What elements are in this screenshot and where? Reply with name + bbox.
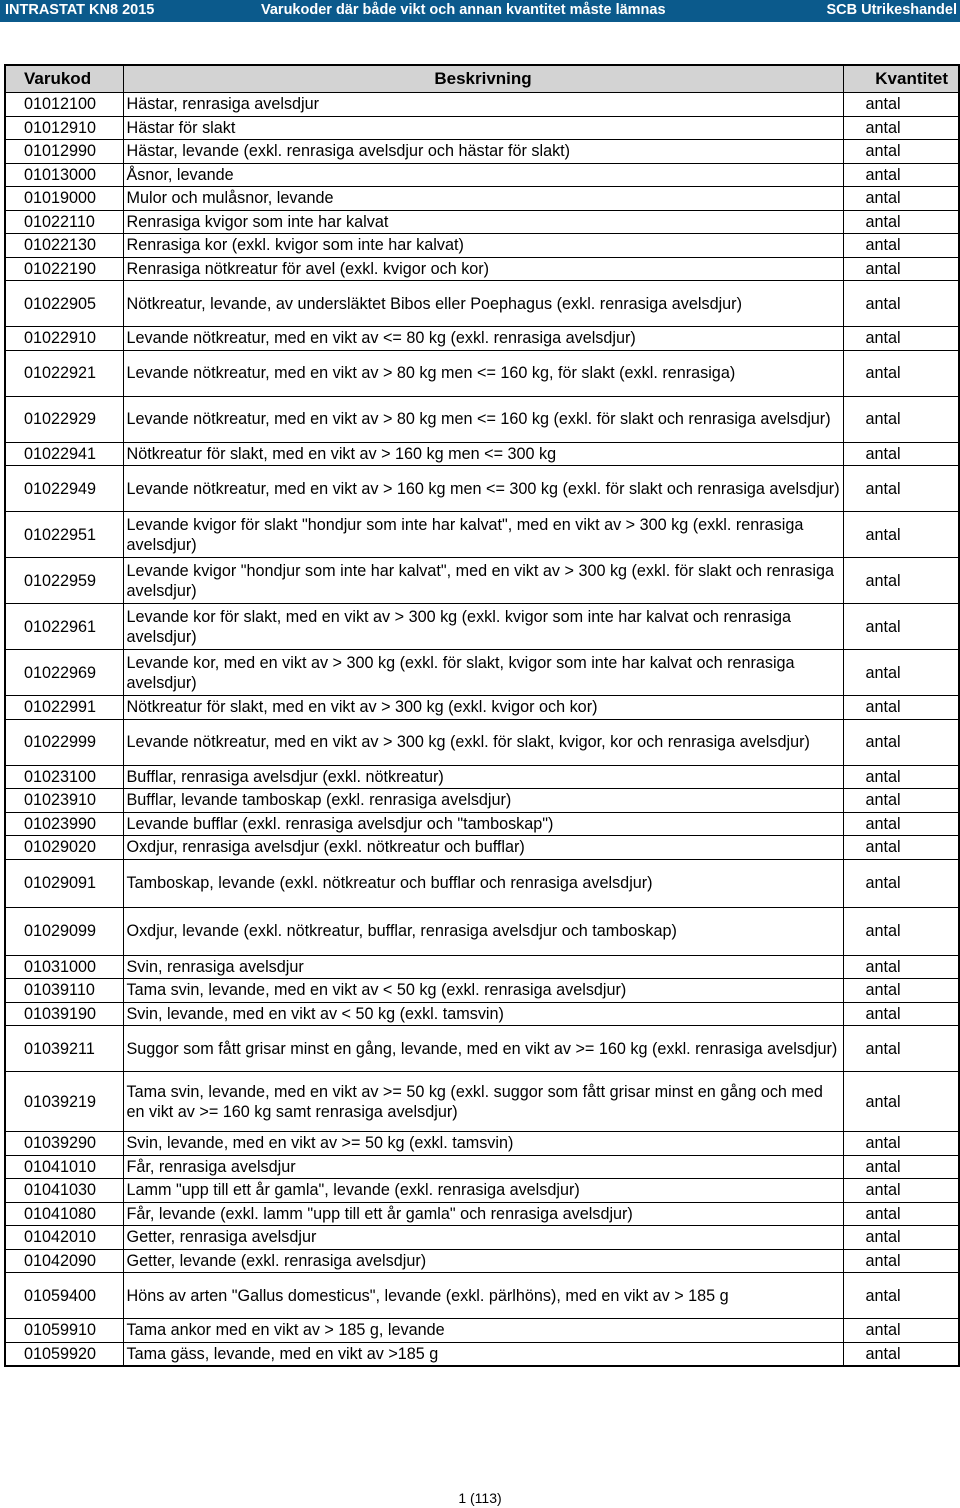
quantity-cell: antal [843, 836, 959, 860]
code-cell: 01012910 [5, 116, 123, 140]
quantity-cell: antal [843, 257, 959, 281]
table-row [5, 396, 959, 442]
description-cell: Renrasiga kvigor som inte har kalvat [123, 210, 843, 234]
code-cell: 01039110 [5, 979, 123, 1003]
quantity-cell: antal [843, 1179, 959, 1203]
table-row [5, 1273, 959, 1319]
table-row [5, 350, 959, 396]
table-row [5, 187, 959, 211]
quantity-cell: antal [843, 442, 959, 466]
quantity-cell: antal [843, 859, 959, 907]
goods-code-table [4, 64, 960, 1367]
table-row [5, 234, 959, 258]
description-cell: Levande bufflar (exkl. renrasiga avelsdjur och "tamboskap") [123, 812, 843, 836]
code-cell: 01022110 [5, 210, 123, 234]
quantity-cell: antal [843, 1026, 959, 1072]
code-cell: 01022190 [5, 257, 123, 281]
column-header-kvantitet: Kvantitet [843, 65, 959, 93]
description-cell: Tama svin, levande, med en vikt av < 50 kg (exkl. renrasiga avelsdjur) [123, 979, 843, 1003]
code-cell: 01029099 [5, 907, 123, 955]
code-cell: 01022951 [5, 512, 123, 558]
table-row [5, 604, 959, 650]
table-row [5, 116, 959, 140]
code-cell: 01022905 [5, 281, 123, 327]
table-row [5, 907, 959, 955]
description-cell: Levande kor, med en vikt av > 300 kg (exkl. för slakt, kvigor som inte har kalvat och renrasiga avelsdjur) [123, 650, 843, 696]
table-row [5, 1026, 959, 1072]
quantity-cell: antal [843, 1249, 959, 1273]
header-center-title: Varukoder där både vikt och annan kvantitet måste lämnas [261, 2, 666, 18]
code-cell: 01022910 [5, 327, 123, 351]
code-cell: 01022949 [5, 466, 123, 512]
description-cell: Hästar, levande (exkl. renrasiga avelsdjur och hästar för slakt) [123, 140, 843, 164]
quantity-cell: antal [843, 1132, 959, 1156]
table-row [5, 696, 959, 720]
code-cell: 01031000 [5, 955, 123, 979]
table-row [5, 327, 959, 351]
code-cell: 01022969 [5, 650, 123, 696]
table-row [5, 1342, 959, 1366]
code-cell: 01059400 [5, 1273, 123, 1319]
quantity-cell: antal [843, 765, 959, 789]
quantity-cell: antal [843, 512, 959, 558]
code-cell: 01029020 [5, 836, 123, 860]
quantity-cell: antal [843, 466, 959, 512]
description-cell: Levande nötkreatur, med en vikt av > 300 kg (exkl. för slakt, kvigor, kor och renrasiga avelsdjur) [123, 719, 843, 765]
description-cell: Levande nötkreatur, med en vikt av > 160 kg men <= 300 kg (exkl. för slakt och renrasiga avelsdjur) [123, 466, 843, 512]
description-cell: Oxdjur, levande (exkl. nötkreatur, bufflar, renrasiga avelsdjur och tamboskap) [123, 907, 843, 955]
description-cell: Levande kor för slakt, med en vikt av > 300 kg (exkl. kvigor som inte har kalvat och renrasiga avelsdjur) [123, 604, 843, 650]
description-cell: Får, levande (exkl. lamm "upp till ett år gamla" och renrasiga avelsdjur) [123, 1202, 843, 1226]
code-cell: 01013000 [5, 163, 123, 187]
document-header [0, 0, 960, 22]
table-body [5, 93, 959, 1367]
quantity-cell: antal [843, 1155, 959, 1179]
code-cell: 01041010 [5, 1155, 123, 1179]
description-cell: Lamm "upp till ett år gamla", levande (exkl. renrasiga avelsdjur) [123, 1179, 843, 1203]
code-cell: 01039211 [5, 1026, 123, 1072]
code-cell: 01022929 [5, 396, 123, 442]
description-cell: Tama svin, levande, med en vikt av >= 50 kg (exkl. suggor som fått grisar minst en gång och med en vikt av >= 160 kg samt renrasiga avelsdjur) [123, 1072, 843, 1132]
table-row [5, 1319, 959, 1343]
description-cell: Svin, levande, med en vikt av >= 50 kg (exkl. tamsvin) [123, 1132, 843, 1156]
quantity-cell: antal [843, 327, 959, 351]
code-cell: 01039190 [5, 1002, 123, 1026]
table-row [5, 979, 959, 1003]
table-row [5, 163, 959, 187]
quantity-cell: antal [843, 1319, 959, 1343]
table-row [5, 650, 959, 696]
description-cell: Renrasiga nötkreatur för avel (exkl. kvigor och kor) [123, 257, 843, 281]
code-cell: 01022991 [5, 696, 123, 720]
quantity-cell: antal [843, 696, 959, 720]
description-cell: Nötkreatur för slakt, med en vikt av > 160 kg men <= 300 kg [123, 442, 843, 466]
quantity-cell: antal [843, 281, 959, 327]
header-right-title: SCB Utrikeshandel [826, 2, 957, 18]
quantity-cell: antal [843, 1226, 959, 1250]
table-row [5, 719, 959, 765]
code-cell: 01022961 [5, 604, 123, 650]
quantity-cell: antal [843, 604, 959, 650]
table-header-row [5, 65, 959, 93]
quantity-cell: antal [843, 1342, 959, 1366]
description-cell: Nötkreatur, levande, av undersläktet Bibos eller Poephagus (exkl. renrasiga avelsdjur) [123, 281, 843, 327]
quantity-cell: antal [843, 396, 959, 442]
code-cell: 01023910 [5, 789, 123, 813]
table-row [5, 1226, 959, 1250]
quantity-cell: antal [843, 1072, 959, 1132]
description-cell: Hästar, renrasiga avelsdjur [123, 93, 843, 117]
table-row [5, 140, 959, 164]
table-row [5, 1179, 959, 1203]
code-cell: 01023100 [5, 765, 123, 789]
code-cell: 01022999 [5, 719, 123, 765]
quantity-cell: antal [843, 812, 959, 836]
description-cell: Levande kvigor för slakt "hondjur som inte har kalvat", med en vikt av > 300 kg (exkl. renrasiga avelsdjur) [123, 512, 843, 558]
code-cell: 01022941 [5, 442, 123, 466]
code-cell: 01041030 [5, 1179, 123, 1203]
table-row [5, 1155, 959, 1179]
table-row [5, 1132, 959, 1156]
description-cell: Getter, renrasiga avelsdjur [123, 1226, 843, 1250]
description-cell: Tama gäss, levande, med en vikt av >185 g [123, 1342, 843, 1366]
description-cell: Levande nötkreatur, med en vikt av > 80 kg men <= 160 kg, för slakt (exkl. renrasiga) [123, 350, 843, 396]
table-row [5, 558, 959, 604]
table-row [5, 1002, 959, 1026]
table-row [5, 1072, 959, 1132]
description-cell: Levande kvigor "hondjur som inte har kalvat", med en vikt av > 300 kg (exkl. för slakt och renrasiga avelsdjur) [123, 558, 843, 604]
description-cell: Suggor som fått grisar minst en gång, levande, med en vikt av >= 160 kg (exkl. renrasiga avelsdjur) [123, 1026, 843, 1072]
quantity-cell: antal [843, 1273, 959, 1319]
code-cell: 01041080 [5, 1202, 123, 1226]
code-cell: 01039290 [5, 1132, 123, 1156]
quantity-cell: antal [843, 1002, 959, 1026]
code-cell: 01029091 [5, 859, 123, 907]
column-header-varukod: Varukod [5, 65, 123, 93]
table-row [5, 789, 959, 813]
table-row [5, 1249, 959, 1273]
quantity-cell: antal [843, 558, 959, 604]
quantity-cell: antal [843, 187, 959, 211]
table-row [5, 93, 959, 117]
quantity-cell: antal [843, 350, 959, 396]
table-row [5, 765, 959, 789]
code-cell: 01022959 [5, 558, 123, 604]
description-cell: Bufflar, renrasiga avelsdjur (exkl. nötkreatur) [123, 765, 843, 789]
table-row [5, 836, 959, 860]
quantity-cell: antal [843, 719, 959, 765]
code-cell: 01012990 [5, 140, 123, 164]
quantity-cell: antal [843, 163, 959, 187]
table-row [5, 210, 959, 234]
quantity-cell: antal [843, 907, 959, 955]
quantity-cell: antal [843, 979, 959, 1003]
quantity-cell: antal [843, 955, 959, 979]
description-cell: Tama ankor med en vikt av > 185 g, levande [123, 1319, 843, 1343]
quantity-cell: antal [843, 234, 959, 258]
table-row [5, 257, 959, 281]
description-cell: Åsnor, levande [123, 163, 843, 187]
code-cell: 01039219 [5, 1072, 123, 1132]
quantity-cell: antal [843, 650, 959, 696]
code-cell: 01042090 [5, 1249, 123, 1273]
description-cell: Tamboskap, levande (exkl. nötkreatur och bufflar och renrasiga avelsdjur) [123, 859, 843, 907]
code-cell: 01023990 [5, 812, 123, 836]
table-row [5, 466, 959, 512]
table-row [5, 812, 959, 836]
header-left-title: INTRASTAT KN8 2015 [5, 2, 155, 18]
table-row [5, 442, 959, 466]
table-row [5, 1202, 959, 1226]
description-cell: Höns av arten "Gallus domesticus", levande (exkl. pärlhöns), med en vikt av > 185 g [123, 1273, 843, 1319]
description-cell: Nötkreatur för slakt, med en vikt av > 300 kg (exkl. kvigor och kor) [123, 696, 843, 720]
description-cell: Renrasiga kor (exkl. kvigor som inte har kalvat) [123, 234, 843, 258]
quantity-cell: antal [843, 1202, 959, 1226]
table-row [5, 281, 959, 327]
description-cell: Getter, levande (exkl. renrasiga avelsdjur) [123, 1249, 843, 1273]
description-cell: Oxdjur, renrasiga avelsdjur (exkl. nötkreatur och bufflar) [123, 836, 843, 860]
description-cell: Hästar för slakt [123, 116, 843, 140]
code-cell: 01022130 [5, 234, 123, 258]
table-row [5, 512, 959, 558]
description-cell: Mulor och mulåsnor, levande [123, 187, 843, 211]
description-cell: Svin, renrasiga avelsdjur [123, 955, 843, 979]
column-header-beskrivning: Beskrivning [123, 65, 843, 93]
quantity-cell: antal [843, 116, 959, 140]
page-number: 1 (113) [458, 1490, 502, 1506]
description-cell: Svin, levande, med en vikt av < 50 kg (exkl. tamsvin) [123, 1002, 843, 1026]
table-row [5, 859, 959, 907]
description-cell: Levande nötkreatur, med en vikt av <= 80 kg (exkl. renrasiga avelsdjur) [123, 327, 843, 351]
code-cell: 01012100 [5, 93, 123, 117]
code-cell: 01042010 [5, 1226, 123, 1250]
quantity-cell: antal [843, 789, 959, 813]
quantity-cell: antal [843, 210, 959, 234]
description-cell: Bufflar, levande tamboskap (exkl. renrasiga avelsdjur) [123, 789, 843, 813]
description-cell: Får, renrasiga avelsdjur [123, 1155, 843, 1179]
description-cell: Levande nötkreatur, med en vikt av > 80 kg men <= 160 kg (exkl. för slakt och renrasiga avelsdjur) [123, 396, 843, 442]
table-row [5, 955, 959, 979]
code-cell: 01059910 [5, 1319, 123, 1343]
code-cell: 01019000 [5, 187, 123, 211]
code-cell: 01059920 [5, 1342, 123, 1366]
quantity-cell: antal [843, 93, 959, 117]
quantity-cell: antal [843, 140, 959, 164]
code-cell: 01022921 [5, 350, 123, 396]
